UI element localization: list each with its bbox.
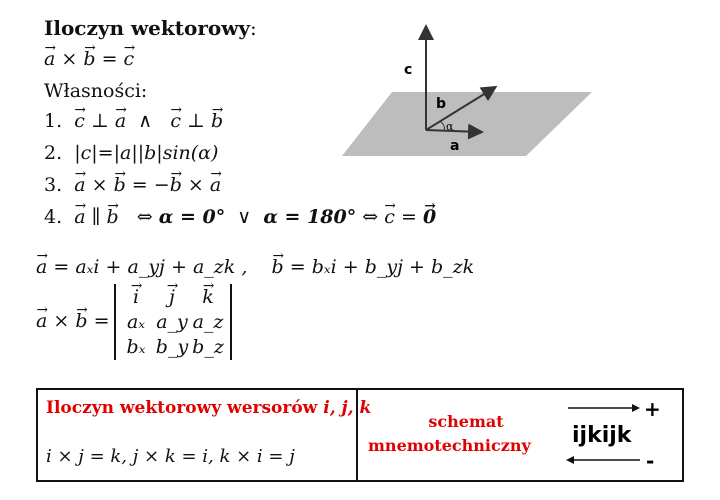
components-formula: a → = aₓi + a_yj + a_zk , b → = bₓi + b_yj + b_zk bbox=[36, 256, 474, 278]
matrix-cell: b_y bbox=[155, 336, 189, 358]
mnemonic-scheme bbox=[560, 396, 680, 480]
mnemonic-word: ijkijk bbox=[572, 423, 632, 448]
plus-sign: + bbox=[644, 397, 661, 421]
vector-diagram bbox=[330, 20, 600, 170]
property-4: 4. a → ∥ b → ⇔ α = 0° ∨ α = 180° ⇔ c → = 0 → bbox=[44, 206, 436, 228]
matrix-cell: k → bbox=[190, 286, 226, 308]
forward-arrow-head bbox=[632, 404, 640, 412]
matrix-cell: a_z bbox=[192, 311, 224, 333]
property-3: 3. a → × b → = −b → × a → bbox=[44, 174, 221, 196]
mnemonic-label-2: mnemotechniczny bbox=[368, 436, 531, 455]
label-b: b bbox=[436, 96, 447, 112]
properties-label: Własności: bbox=[44, 80, 148, 102]
matrix-cell: aₓ bbox=[126, 311, 146, 333]
property-1: 1. c → ⊥ a → ∧ c → ⊥ b → bbox=[44, 110, 223, 132]
matrix-cell: j → bbox=[154, 286, 190, 308]
backward-arrow-head bbox=[566, 456, 574, 464]
label-alpha: α bbox=[446, 120, 454, 133]
matrix-cell: a_y bbox=[156, 311, 188, 333]
definition-formula: a → × b → = c → bbox=[44, 48, 134, 70]
determinant-matrix bbox=[114, 284, 232, 360]
matrix-cell: b_z bbox=[192, 336, 224, 358]
property-2: 2. |c|=|a||b|sin(α) bbox=[44, 142, 219, 164]
minus-sign: - bbox=[646, 449, 655, 473]
box-heading: Iloczyn wektorowy wersorów i, j, k bbox=[46, 398, 372, 418]
label-c: c bbox=[404, 62, 413, 78]
unit-vector-products: i × j = k, j × k = i, k × i = j bbox=[46, 446, 295, 467]
plane-shape bbox=[342, 92, 592, 156]
matrix-cell: bₓ bbox=[126, 336, 146, 358]
page-title: Iloczyn wektorowy: bbox=[44, 16, 257, 40]
determinant-lhs: a → × b → = bbox=[36, 310, 109, 332]
matrix-cell: i → bbox=[118, 286, 154, 308]
mnemonic-label-1: schemat bbox=[428, 412, 504, 431]
label-a: a bbox=[450, 138, 460, 154]
